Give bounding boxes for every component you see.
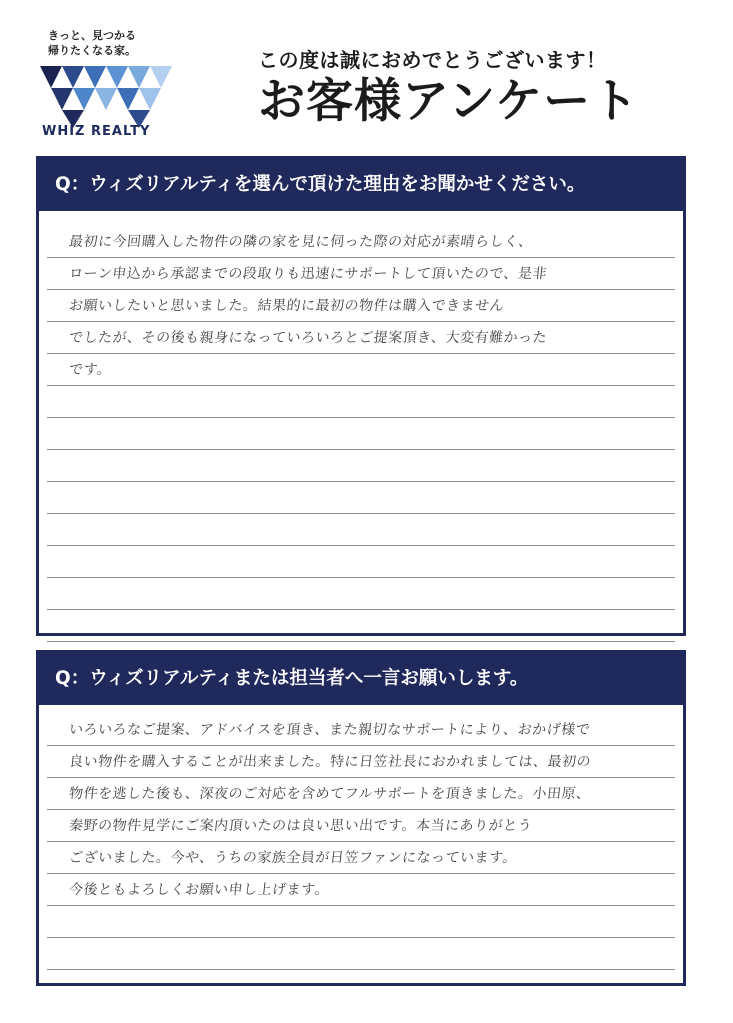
- answer-line: お願いしたいと思いました。結果的に最初の物件は購入できません: [68, 298, 505, 314]
- answer-line: 良い物件を購入することが出来ました。特に日笠社長におかれましては、最初の: [68, 754, 592, 770]
- question-1-heading: Q：ウィズリアルティを選んで頂けた理由をお聞かせください。: [39, 159, 683, 211]
- answer-line: 秦野の物件見学にご案内頂いたのは良い思い出です。本当にありがとう: [68, 818, 533, 834]
- company-logo: [36, 28, 186, 146]
- answer-line: ローン申込から承認までの段取りも迅速にサポートして頂いたので、是非: [68, 266, 548, 282]
- answer-line: いろいろなご提案、アドバイスを頂き、また親切なサポートにより、おかげ様で: [68, 722, 591, 738]
- answer-line: 物件を逃した後も、深夜のご対応を含めてフルサポートを頂きました。小田原、: [68, 786, 592, 802]
- answer-line: 今後ともよろしくお願い申し上げます。: [68, 882, 330, 898]
- page-subtitle: この度は誠におめでとうございます！: [258, 48, 607, 72]
- logo-tagline: きっと、見つかる 帰りたくなる家。: [48, 29, 136, 57]
- question-panel-1: [36, 156, 686, 636]
- answer-line: 最初に今回購入した物件の隣の家を見に伺った際の対応が素晴らしく、: [68, 234, 534, 250]
- page-title: お客様アンケート: [258, 74, 640, 129]
- answer-line: ございました。今や、うちの家族全員が日笠ファンになっています。: [68, 850, 518, 866]
- question-panel-2: [36, 650, 686, 986]
- answer-line: でしたが、その後も親身になっていろいろとご提案頂き、大変有難かった: [68, 330, 548, 346]
- answer-line: です。: [68, 362, 113, 378]
- logo-brand-name: WHIZ REALTY: [42, 124, 151, 139]
- question-2-heading: Q：ウィズリアルティまたは担当者へ一言お願いします。: [39, 653, 683, 705]
